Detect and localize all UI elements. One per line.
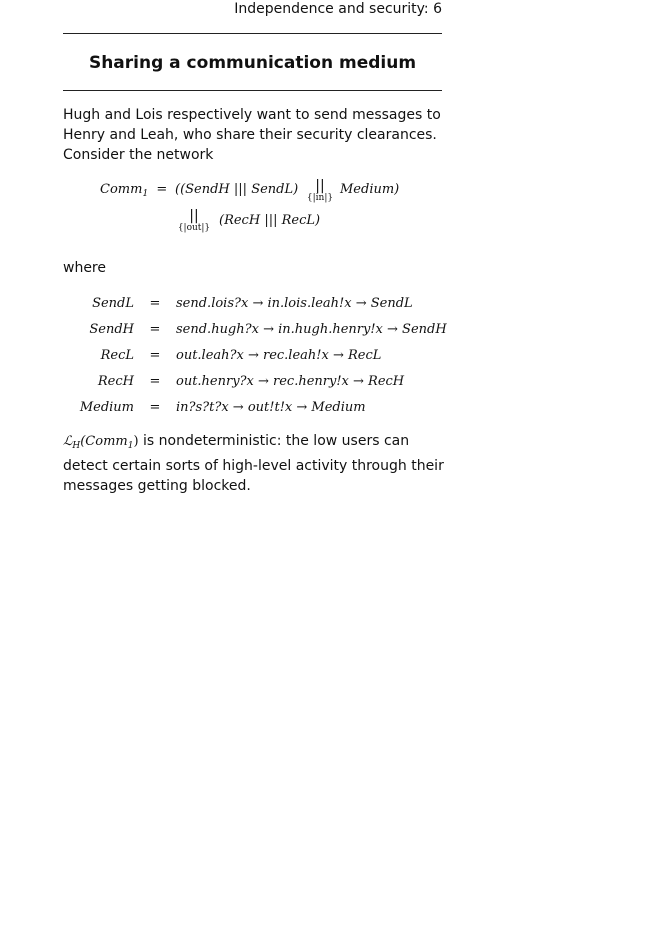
definition-row [78,290,447,316]
definition-row [78,316,447,342]
network-equals: = [156,182,168,197]
definition-lhs: SendL [92,295,134,311]
slide-title: Sharing a communication medium [88,53,417,73]
running-header: Independence and security: 6 [234,1,442,17]
definition-row [78,394,447,420]
network-lhs-name: Comm [100,182,143,197]
lazy-abstraction-operator [63,434,139,449]
network-line-1-mid: SendL) [251,182,299,197]
parallel-set-in: {|in|} [306,193,334,203]
operator-argument-open: (Comm [80,434,128,449]
definition-row [78,342,447,368]
operator-argument-close: ) [133,434,139,449]
parallel-operator-out [172,209,216,233]
network-lhs [100,182,167,199]
operator-argument-subscript: 1 [127,441,134,451]
definition-rhs: out.henry?x → rec.henry!x → RecH [176,373,405,389]
parallel-bars-out: || [189,208,199,224]
network-line-1-end: Medium) [340,182,400,197]
network-line-2-end: RecL) [281,213,321,228]
definition-equals: = [149,347,161,363]
intro-paragraph: Hugh and Lois respectively want to send messages to Henry and Leah, who share their security clearances. Consider the network [63,107,441,163]
definition-equals: = [149,321,161,337]
definition-rhs: in?s?t?x → out!t!x → Medium [176,399,366,415]
interleave-operator-2: ||| [264,213,278,228]
network-line-1-left [175,182,298,197]
definition-lhs: RecL [100,347,134,363]
network-lhs-subscript: 1 [142,189,149,199]
definition-equals: = [149,373,161,389]
operator-symbol: ℒ [63,434,73,449]
process-definitions [78,290,447,420]
parallel-set-out: {|out|} [177,223,211,233]
definition-rhs: send.hugh?x → in.hugh.henry!x → SendH [176,321,447,337]
network-line-1-open: ((SendH [175,182,230,197]
network-line-2-open: (RecH [219,213,261,228]
definition-lhs: RecH [97,373,134,389]
definition-row [78,368,447,394]
conclusion-text: is nondeterministic: the low users can detect certain sorts of high-level activity through their messages getting blocked. [63,433,444,494]
where-label: where [63,260,106,276]
definition-lhs: SendH [89,321,134,337]
definition-equals: = [149,295,161,311]
operator-subscript: H [72,441,81,451]
conclusion-paragraph [63,431,445,496]
definition-equals: = [149,399,161,415]
definition-lhs: Medium [79,399,134,415]
top-rule [63,33,442,34]
parallel-operator-in [300,179,340,203]
parallel-bars-in: || [315,178,325,194]
bottom-rule [63,90,442,91]
definition-rhs: send.lois?x → in.lois.leah!x → SendL [176,295,413,311]
definition-rhs: out.leah?x → rec.leah!x → RecL [176,347,382,363]
network-line-2 [219,213,320,228]
interleave-operator-1: ||| [233,182,248,197]
